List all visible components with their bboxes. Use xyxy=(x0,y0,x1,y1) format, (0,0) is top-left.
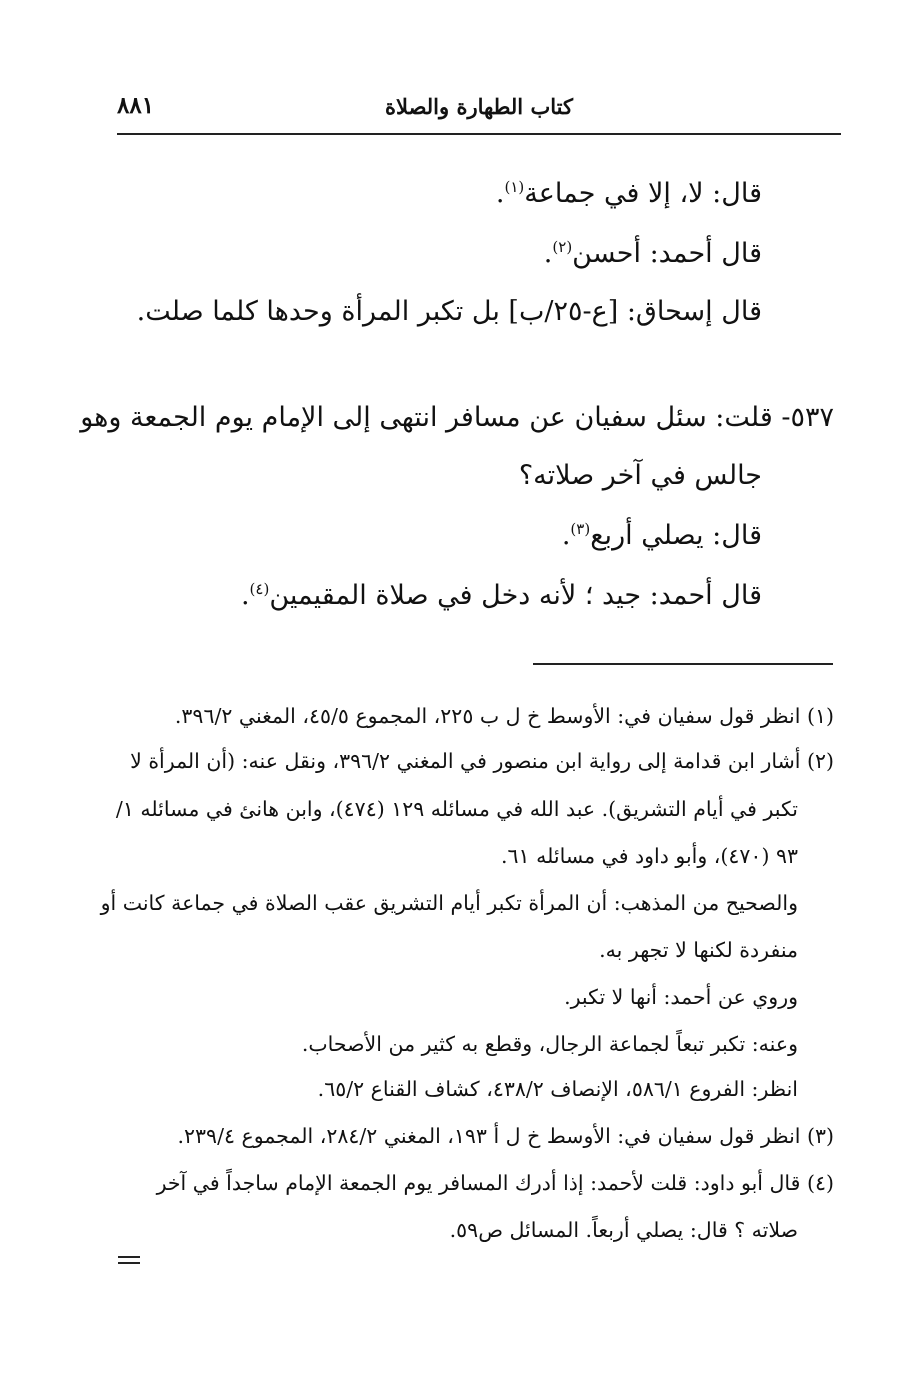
question-537-line-1: ٥٣٧- قلت: سئل سفيان عن مسافر انتهى إلى الإمام يوم الجمعة وهو xyxy=(80,402,834,433)
main-line-6: قال: يصلي أربع$^{(٣)}$. xyxy=(561,520,762,551)
footnote-4-line-2: صلاته ؟ قال: يصلي أربعاً. المسائل ص٥٩. xyxy=(449,1218,798,1242)
page-header xyxy=(117,92,841,126)
main-line-3: قال إسحاق: [ع-٢٥/ب] بل تكبر المرأة وحدها كلما صلت. xyxy=(136,296,762,327)
footnote-separator xyxy=(533,663,833,665)
footnote-2-line-7: وعنه: تكبر تبعاً لجماعة الرجال، وقطع به كثير من الأصحاب. xyxy=(301,1032,798,1056)
footnote-2-line-8: انظر: الفروع ٥٨٦/١، الإنصاف ٤٣٨/٢، كشاف القناع ٦٥/٢. xyxy=(317,1077,798,1101)
running-title: كتاب الطهارة والصلاة xyxy=(385,94,573,119)
footnote-3: (٣) انظر قول سفيان في: الأوسط خ ل أ ١٩٣، المغني ٢٨٤/٢، المجموع ٢٣٩/٤. xyxy=(177,1124,834,1148)
page-number: ٨٨١ xyxy=(117,92,155,119)
footnote-2-line-5: منفردة لكنها لا تجهر به. xyxy=(599,938,798,962)
footnote-ref-2[interactable]: (٢) xyxy=(552,238,573,256)
footnote-2-line-4: والصحيح من المذهب: أن المرأة تكبر أيام التشريق عقب الصلاة في جماعة كانت أو xyxy=(100,891,798,915)
footnote-2-line-6: وروي عن أحمد: أنها لا تكبر. xyxy=(564,985,798,1009)
footnote-ref-3[interactable]: (٣) xyxy=(570,520,591,538)
footnote-1: (١) انظر قول سفيان في: الأوسط خ ل ب ٢٢٥، المجموع ٤٥/٥، المغني ٣٩٦/٢. xyxy=(174,704,834,728)
continuation-mark xyxy=(118,1256,140,1268)
footnote-2-line-2: تكبر في أيام التشريق). عبد الله في مسائله ١٢٩ (٤٧٤)، وابن هانئ في مسائله ١/ xyxy=(115,797,798,821)
main-line-1: قال: لا، إلا في جماعة$^{(١)}$. xyxy=(495,178,762,209)
footnote-ref-1[interactable]: (١) xyxy=(504,178,525,196)
footnote-2-line-1: (٢) أشار ابن قدامة إلى رواية ابن منصور في المغني ٣٩٦/٢، ونقل عنه: (أن المرأة لا xyxy=(130,749,834,773)
main-line-7: قال أحمد: جيد ؛ لأنه دخل في صلاة المقيمين$^{(٤)}$. xyxy=(240,580,762,611)
main-line-2: قال أحمد: أحسن$^{(٢)}$. xyxy=(543,238,762,269)
footnote-2-line-3: ٩٣ (٤٧٠)، وأبو داود في مسائله ٦١. xyxy=(501,844,798,868)
footnote-ref-4[interactable]: (٤) xyxy=(249,580,270,598)
question-537-line-2: جالس في آخر صلاته؟ xyxy=(518,460,762,491)
footnote-4-line-1: (٤) قال أبو داود: قلت لأحمد: إذا أدرك المسافر يوم الجمعة الإمام ساجداً في آخر xyxy=(156,1171,834,1195)
header-rule xyxy=(117,133,841,135)
